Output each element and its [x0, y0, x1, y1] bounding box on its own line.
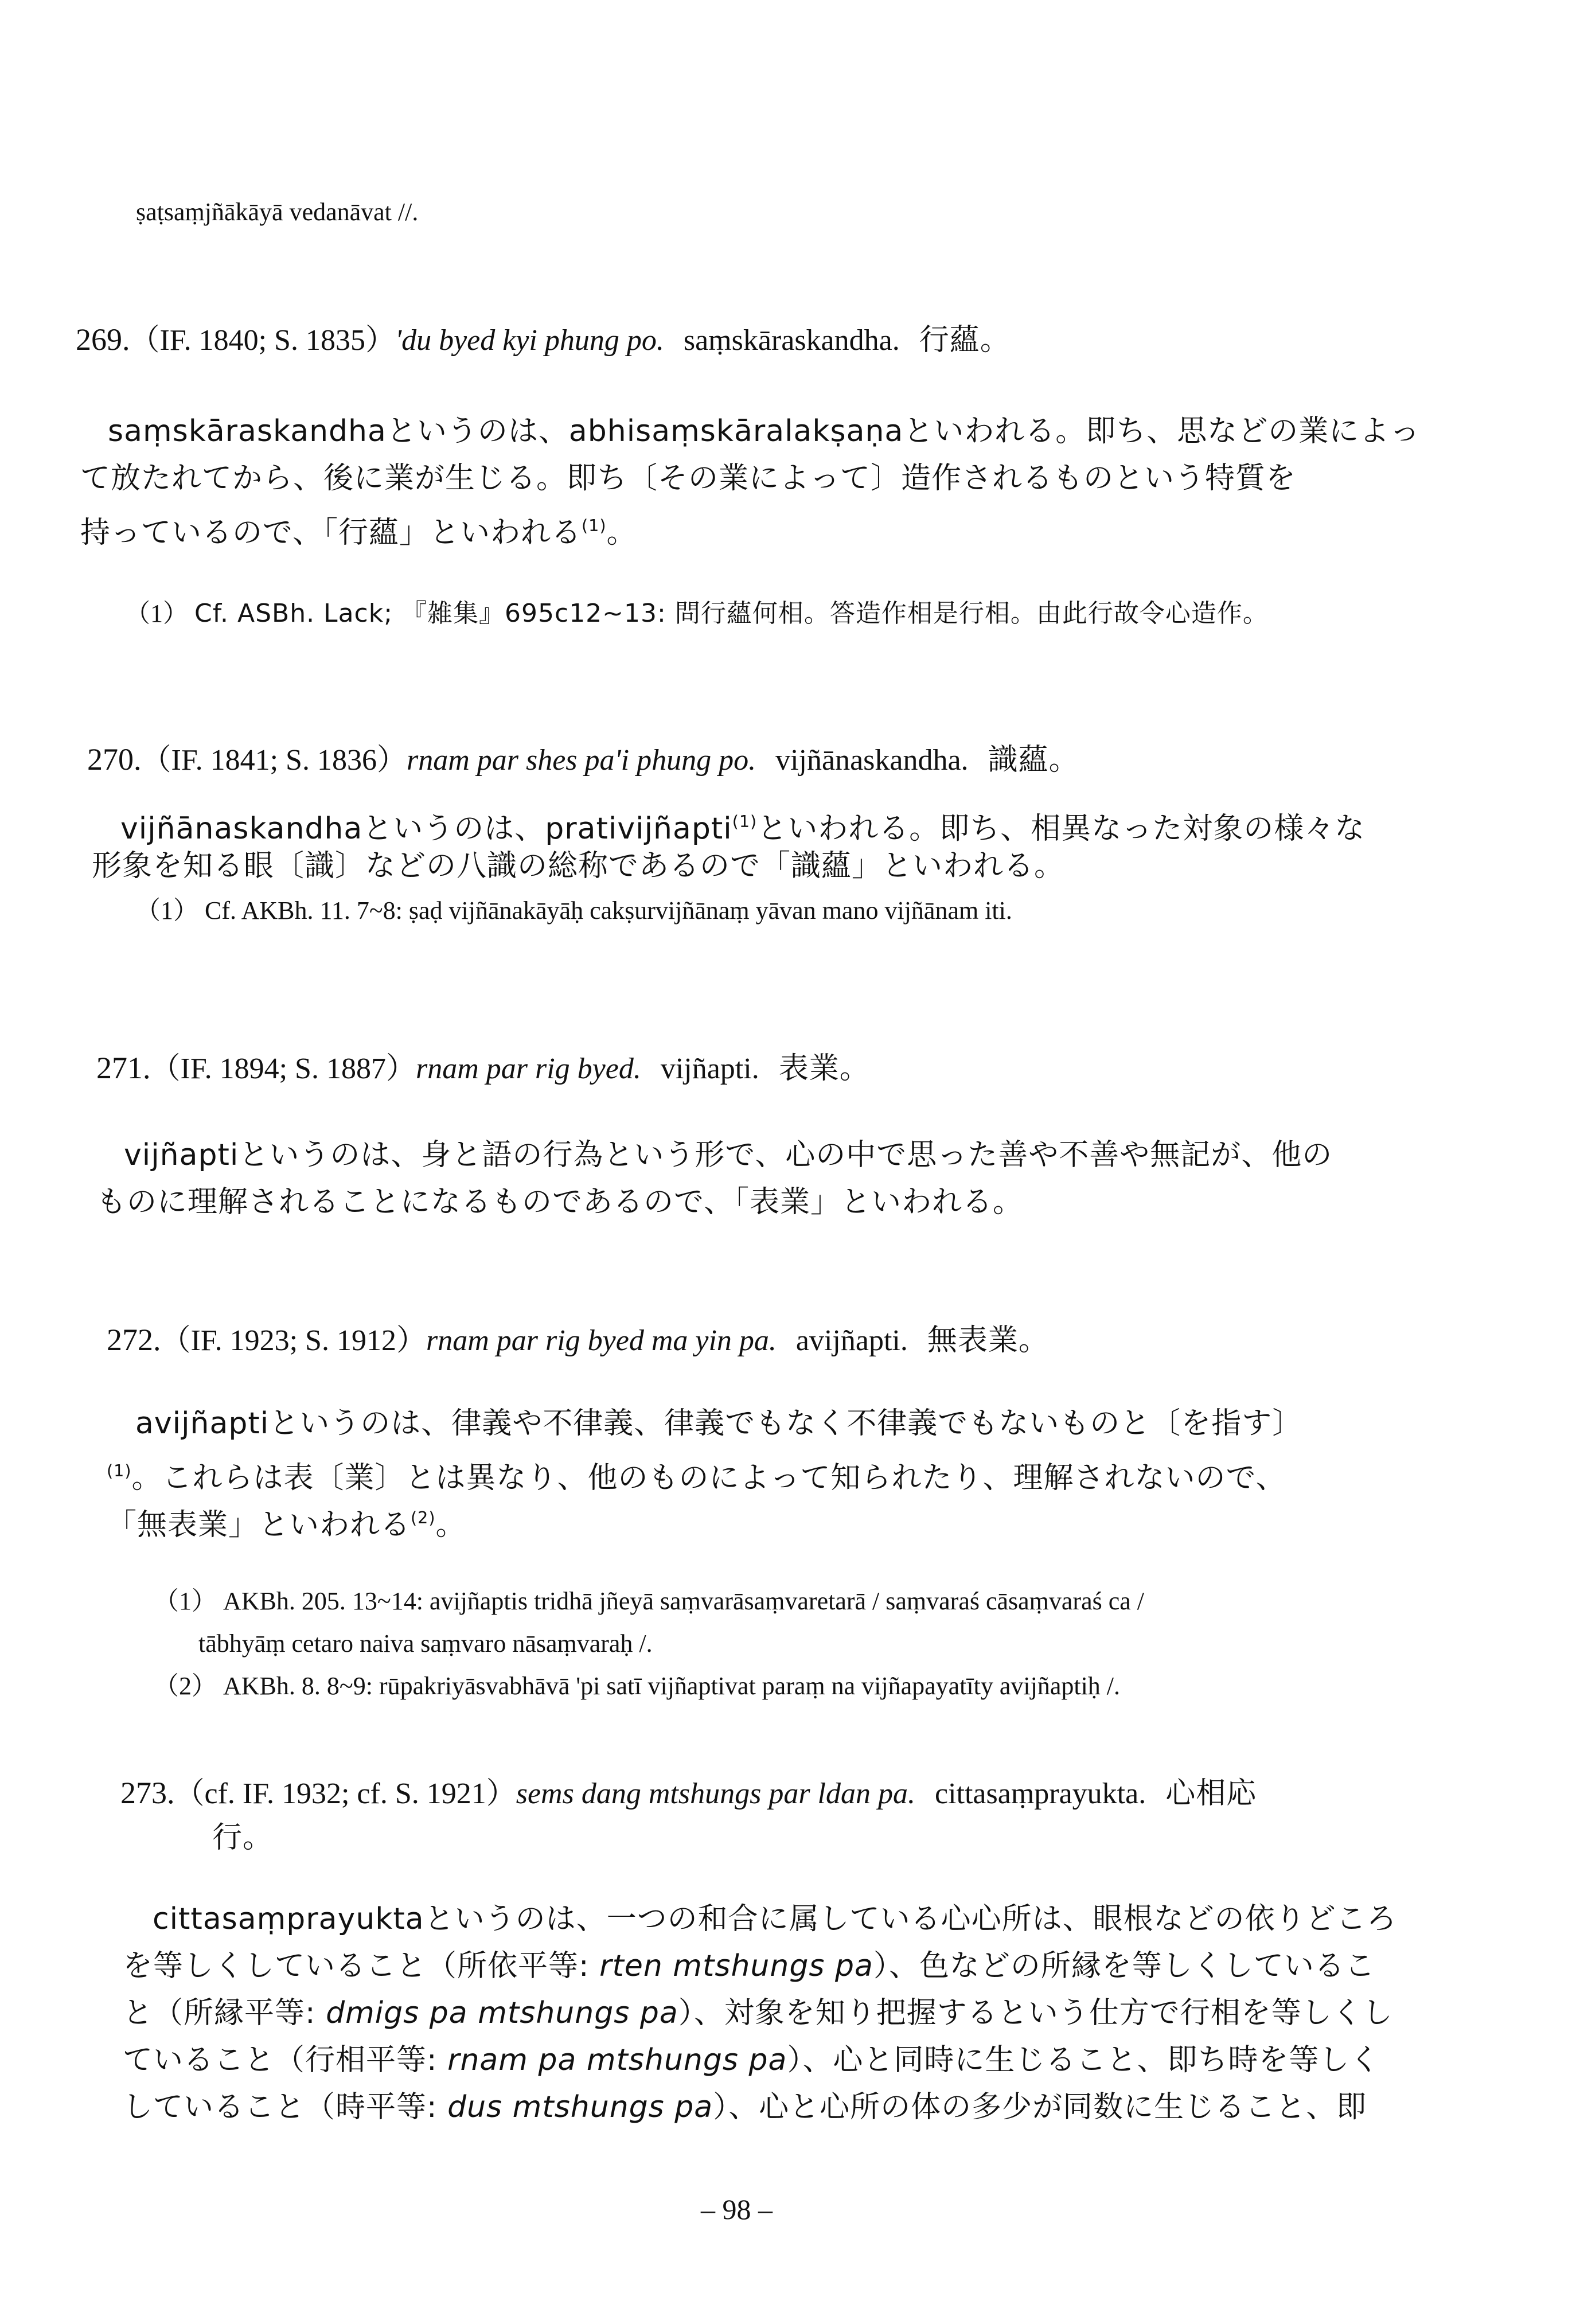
footnote-number: （2）	[154, 1672, 217, 1700]
footnote-ref: (1)	[732, 812, 758, 831]
body-line: avijñaptiというのは、律義や不律義、律義でもなく不律義でもないものと〔を指す〕	[135, 1406, 1303, 1441]
body-line: ていること（行相平等: rnam pa mtshungs pa）、心と同時に生じること、即ち時を等しく	[123, 2043, 1380, 2077]
footnote-ref: (1)	[107, 1461, 132, 1480]
footnote-text: AKBh. 8. 8~9: rūpakriyāsvabhāvā 'pi satī vijñaptivat paraṃ na vijñapayatīty avijñaptiḥ /.	[223, 1672, 1121, 1700]
body-line: saṃskāraskandhaというのは、abhisaṃskāralakṣaṇaといわれる。即ち、思などの業によっ	[108, 414, 1421, 449]
entry-japanese: 無表業。	[927, 1323, 1049, 1358]
footnote-ref: (1)	[581, 516, 607, 535]
entry-header	[107, 1321, 1049, 1359]
entry-number: 273.	[120, 1776, 175, 1810]
footnote-number: （1）	[125, 599, 188, 627]
entry-ref: （IF. 1923; S. 1912）	[161, 1324, 426, 1357]
entry-japanese: 心相応	[1165, 1776, 1257, 1811]
body-line: と（所縁平等: dmigs pa mtshungs pa）、対象を知り把握するという仕方で行相を等しくし	[123, 1996, 1393, 2030]
entry-sanskrit: avijñapti.	[795, 1324, 908, 1357]
entry-number: 272.	[107, 1323, 161, 1357]
footnote	[125, 598, 1269, 630]
entry-ref: （IF. 1840; S. 1835）	[130, 324, 395, 357]
footnote-number: （1）	[154, 1587, 217, 1615]
entry-japanese-continued: 行。	[212, 1820, 274, 1855]
entry-header	[76, 321, 1011, 359]
entry-japanese: 識蘊。	[988, 743, 1079, 777]
entry-ref: （cf. IF. 1932; cf. S. 1921）	[174, 1777, 516, 1810]
entry-tibetan: rnam par rig byed ma yin pa.	[426, 1324, 777, 1357]
footnote	[135, 895, 1012, 927]
entry-header	[96, 1050, 870, 1087]
page-number: – 98 –	[701, 2193, 773, 2225]
footnote	[154, 1670, 1120, 1702]
entry-tibetan: 'du byed kyi phung po.	[395, 324, 664, 357]
body-line: を等しくしていること（所依平等: rten mtshungs pa）、色などの所縁を等しくしているこ	[123, 1949, 1375, 1983]
entry-header	[87, 741, 1079, 779]
footnote-text: Cf. ASBh. Lack; 『雑集』695c12~13: 問行蘊何相。答造作相是行相。由此行故令心造作。	[194, 599, 1269, 628]
footnote-text: Cf. AKBh. 11. 7~8: ṣaḍ vijñānakāyāḥ cakṣurvijñānaṃ yāvan mano vijñānam iti.	[205, 896, 1012, 925]
entry-sanskrit: vijñapti.	[660, 1052, 759, 1085]
footnote-number: （1）	[135, 896, 198, 925]
body-line: 形象を知る眼〔識〕などの八識の総称であるので「識蘊」といわれる。	[92, 849, 1065, 883]
footnote-text: AKBh. 205. 13~14: avijñaptis tridhā jñeyā saṃvarāsaṃvaretarā / saṃvaraś cāsaṃvaraś ca /	[223, 1587, 1145, 1615]
entry-sanskrit: vijñānaskandha.	[775, 744, 969, 777]
entry-sanskrit: cittasaṃprayukta.	[935, 1777, 1146, 1810]
body-line: していること（時平等: dus mtshungs pa）、心と心所の体の多少が同数に生じること、即	[123, 2090, 1367, 2124]
body-line: vijñaptiというのは、身と語の行為という形で、心の中で思った善や不善や無記が、他の	[124, 1138, 1333, 1172]
entry-sanskrit: saṃskāraskandha.	[683, 324, 900, 357]
footnote	[154, 1585, 1144, 1617]
entry-header	[120, 1775, 1257, 1812]
body-line: 持っているので、「行蘊」といわれる$^{(1)}$。	[80, 516, 637, 551]
body-line: $^{(1)}$。これらは表〔業〕とは異なり、他のものによって知られたり、理解されないので、	[107, 1461, 1286, 1496]
entry-tibetan: sems dang mtshungs par ldan pa.	[516, 1777, 915, 1810]
body-line: vijñānaskandhaというのは、prativijñapti$^{(1)}$といわれる。即ち、相異なった対象の様々な	[120, 812, 1366, 847]
top-fragment: ṣaṭsaṃjñākāyā vedanāvat //.	[136, 198, 419, 226]
body-line: ものに理解されることになるものであるので、「表業」といわれる。	[96, 1185, 1023, 1219]
entry-japanese: 表業。	[778, 1051, 870, 1086]
entry-number: 271.	[96, 1051, 151, 1085]
body-line: cittasaṃprayuktaというのは、一つの和合に属している心心所は、眼根などの依りどころ	[153, 1902, 1397, 1936]
entry-ref: （IF. 1894; S. 1887）	[150, 1052, 416, 1085]
body-line: て放たれてから、後に業が生じる。即ち〔その業によって〕造作されるものという特質を	[80, 461, 1297, 496]
footnote-continuation: tābhyāṃ cetaro naiva saṃvaro nāsaṃvaraḥ /.	[198, 1629, 653, 1658]
entry-number: 270.	[87, 742, 142, 777]
entry-number: 269.	[76, 322, 130, 357]
entry-japanese: 行蘊。	[919, 323, 1011, 357]
entry-tibetan: rnam par shes pa'i phung po.	[406, 744, 756, 777]
body-line: 「無表業」といわれる$^{(2)}$。	[107, 1508, 466, 1543]
entry-ref: （IF. 1841; S. 1836）	[141, 744, 407, 777]
entry-tibetan: rnam par rig byed.	[415, 1052, 641, 1085]
footnote-ref: (2)	[411, 1508, 436, 1527]
